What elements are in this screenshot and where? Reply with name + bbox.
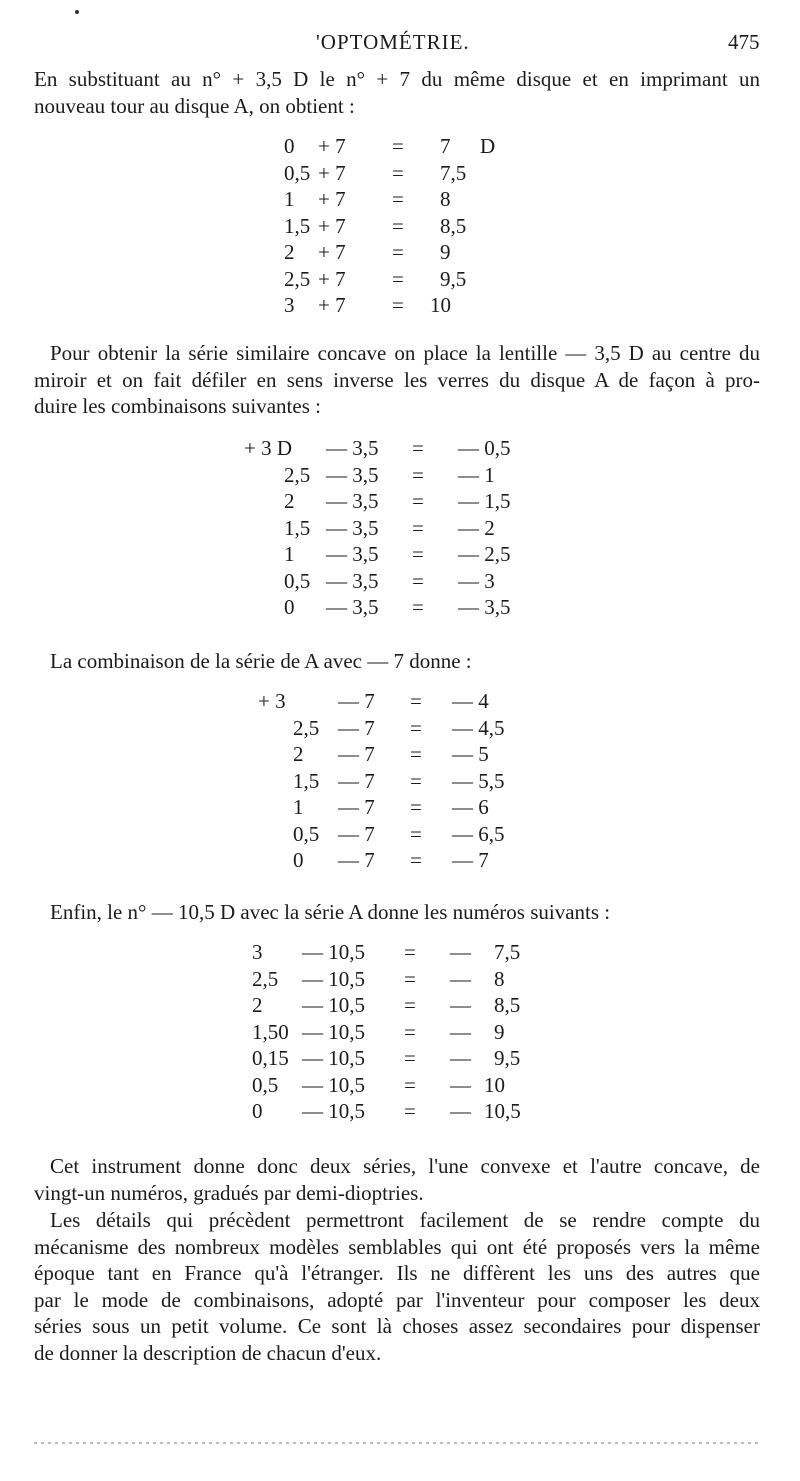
table-cell: — 3,5 (326, 489, 379, 513)
table-cell: — 10,5 (302, 1099, 365, 1123)
table-cell: — 7 (338, 742, 375, 766)
table-cell: + 7 (318, 266, 346, 291)
table-cell: 7 (440, 134, 451, 158)
table-cell: — 7 (338, 768, 375, 793)
table-cell: = (404, 940, 416, 964)
table-cell: = (392, 293, 404, 317)
table-cell: — 6,5 (452, 821, 505, 846)
table-cell: — 10,5 (302, 966, 365, 991)
table-cell: — 7 (338, 795, 375, 819)
table-cell: — 3 (458, 568, 495, 593)
table-cell: = (410, 689, 422, 713)
table-cell: 10 (484, 1072, 505, 1097)
table-cell: 8,5 (440, 213, 467, 238)
table-cell: 1,50 (252, 1019, 289, 1044)
table-cell: = (410, 768, 422, 793)
table-cell: — (450, 993, 471, 1017)
summary-paragraph (34, 1153, 760, 1206)
table-cell: = (412, 515, 424, 540)
table-cell: = (392, 266, 404, 291)
table-cell: D (480, 134, 496, 158)
table-cell: 1 (284, 542, 295, 566)
table-cell: — 7 (338, 848, 375, 872)
table-cell: 0 (284, 595, 295, 619)
table-cell: 8,5 (494, 993, 521, 1017)
concave-series-paragraph (34, 340, 760, 420)
table-cell: — 4 (452, 689, 489, 713)
text-line: miroir et on fait défiler en sens inverse les verres du disque A de façon à pro- (34, 367, 760, 392)
table-cell: = (410, 795, 422, 819)
table-cell: — 1 (458, 462, 495, 487)
table-cell: 7,5 (494, 940, 521, 964)
table-cell: — 3,5 (326, 515, 379, 540)
table-cell: = (404, 993, 416, 1017)
table-cell: = (392, 213, 404, 238)
table-cell: = (410, 848, 422, 872)
table-cell: 8 (440, 187, 451, 211)
table-cell: 1 (293, 795, 304, 819)
table-cell: 9,5 (440, 266, 467, 291)
combination-minus-7-paragraph (34, 648, 760, 675)
table-cell: 1,5 (284, 213, 311, 238)
table-cell: — 10,5 (302, 940, 365, 964)
table-cell: — 7 (338, 821, 375, 846)
table-cell: 2,5 (252, 966, 279, 991)
table-cell: 10,5 (484, 1099, 521, 1123)
text-line: mécanisme des nombreux modèles semblables qui ont été proposés vers la même (34, 1234, 760, 1259)
table-cell: = (404, 1019, 416, 1044)
text-line: Enfin, le n° — 10,5 D avec la série A donne les numéros suivants : (50, 900, 611, 924)
table-cell: 2 (252, 993, 263, 1017)
table-cell: — 3,5 (326, 436, 379, 460)
table-cell: — 3,5 (326, 462, 379, 487)
table-cell: 0,5 (284, 160, 311, 185)
table-cell: — 3,5 (458, 595, 511, 619)
table-cell: = (392, 187, 404, 211)
table-cell: — 7 (452, 848, 489, 872)
table-cell: = (404, 1072, 416, 1097)
table-cell: — (450, 1046, 471, 1070)
table-cell: + 7 (318, 240, 346, 264)
table-cell: 2 (293, 742, 304, 766)
table-cell: — (450, 966, 471, 991)
table-cell: — 6 (452, 795, 489, 819)
table-cell: — 10,5 (302, 1046, 365, 1070)
table-cell: = (412, 595, 424, 619)
table-cell: 1,5 (284, 515, 311, 540)
table-cell: = (392, 160, 404, 185)
table-cell: 8 (494, 966, 505, 991)
table-cell: = (412, 436, 424, 460)
table-cell: = (412, 462, 424, 487)
text-line: par le mode de combinaisons, adopté par l'inventeur pour composer les deux (34, 1287, 760, 1312)
table-cell: 0 (293, 848, 304, 872)
table-cell: — (450, 940, 471, 964)
table-cell: — (450, 1099, 471, 1123)
table-cell: + 7 (318, 213, 346, 238)
table-cell: — 3,5 (326, 542, 379, 566)
text-line: époque tant en France qu'à l'étranger. Ils ne diffèrent les uns des autres que (34, 1261, 760, 1285)
table-cell: — (450, 1019, 471, 1044)
table-cell: — 5,5 (452, 768, 505, 793)
table-cell: + 3 D (244, 436, 293, 460)
table-cell: 0,15 (252, 1046, 289, 1070)
table-cell: = (410, 742, 422, 766)
table-cell: = (404, 1046, 416, 1070)
table-cell: + 7 (318, 187, 346, 211)
table-cell: 7,5 (440, 160, 467, 185)
table-cell: — 2 (458, 515, 495, 540)
table-cell: — 7 (338, 715, 375, 740)
text-line: vingt-un numéros, gradués par demi-dioptries. (34, 1180, 424, 1205)
combination-minus-10-5-paragraph (34, 899, 760, 926)
table-cell: — 10,5 (302, 1072, 365, 1097)
table-cell: 1,5 (293, 768, 320, 793)
text-line: Les détails qui précèdent permettront facilement de se rendre compte du (50, 1208, 760, 1232)
table-cell: — 10,5 (302, 993, 365, 1017)
table-cell: 0,5 (284, 568, 311, 593)
table-cell: = (412, 568, 424, 593)
table-cell: — 2,5 (458, 542, 511, 566)
table-cell: 10 (430, 293, 451, 317)
table-cell: 2 (284, 240, 295, 264)
table-cell: = (410, 821, 422, 846)
table-cell: + 7 (318, 160, 346, 185)
table-cell: 2,5 (293, 715, 320, 740)
ink-speck (75, 10, 79, 14)
table-cell: 3 (252, 940, 263, 964)
bottom-dotted-rule (34, 1442, 760, 1444)
table-cell: = (410, 715, 422, 740)
table-cell: = (412, 489, 424, 513)
table-cell: = (392, 134, 404, 158)
table-cell: — 7 (338, 689, 375, 713)
table-cell: = (404, 1099, 416, 1123)
text-line: nouveau tour au disque A, on obtient : (34, 93, 355, 118)
table-cell: 0 (284, 134, 295, 158)
table-cell: — 1,5 (458, 489, 511, 513)
text-line: séries sous un petit volume. Ce sont là choses assez secondaires pour dispenser (34, 1314, 760, 1338)
table-cell: — 10,5 (302, 1019, 365, 1044)
table-cell: 2 (284, 489, 295, 513)
closing-paragraph (34, 1207, 760, 1366)
table-cell: — (450, 1072, 471, 1097)
table-cell: + 7 (318, 134, 346, 158)
text-line: duire les combinaisons suivantes : (34, 394, 321, 418)
table-cell: 0,5 (252, 1072, 279, 1097)
page-header (0, 30, 800, 60)
table-cell: 0 (252, 1099, 263, 1123)
table-cell: 9 (494, 1019, 505, 1044)
table-cell: = (392, 240, 404, 264)
page-number: 475 (728, 30, 760, 54)
table-cell: 9,5 (494, 1046, 521, 1070)
table-cell: 0,5 (293, 821, 320, 846)
table-cell: — 0,5 (458, 436, 511, 460)
table-cell: = (404, 966, 416, 991)
table-cell: — 4,5 (452, 715, 505, 740)
running-head: 'OPTOMÉTRIE. (316, 30, 470, 54)
text-line: Cet instrument donne donc deux séries, l'une convexe et l'autre concave, de (50, 1154, 760, 1178)
table-cell: + 3 (258, 689, 286, 713)
table-cell: — 3,5 (326, 568, 379, 593)
text-line: La combinaison de la série de A avec — 7 donne : (50, 649, 472, 673)
intro-paragraph (34, 66, 760, 119)
text-line: de donner la description de chacun d'eux. (34, 1340, 382, 1365)
table-cell: 9 (440, 240, 451, 264)
table-cell: 2,5 (284, 462, 311, 487)
table-cell: 1 (284, 187, 295, 211)
table-cell: — 3,5 (326, 595, 379, 619)
text-line: Pour obtenir la série similaire concave on place la lentille — 3,5 D au centre du (50, 341, 760, 365)
text-line: En substituant au n° + 3,5 D le n° + 7 du même disque et en imprimant un (34, 67, 760, 91)
table-cell: — 5 (452, 742, 489, 766)
table-cell: 2,5 (284, 266, 311, 291)
table-cell: + 7 (318, 293, 346, 317)
table-cell: 3 (284, 293, 295, 317)
table-cell: = (412, 542, 424, 566)
